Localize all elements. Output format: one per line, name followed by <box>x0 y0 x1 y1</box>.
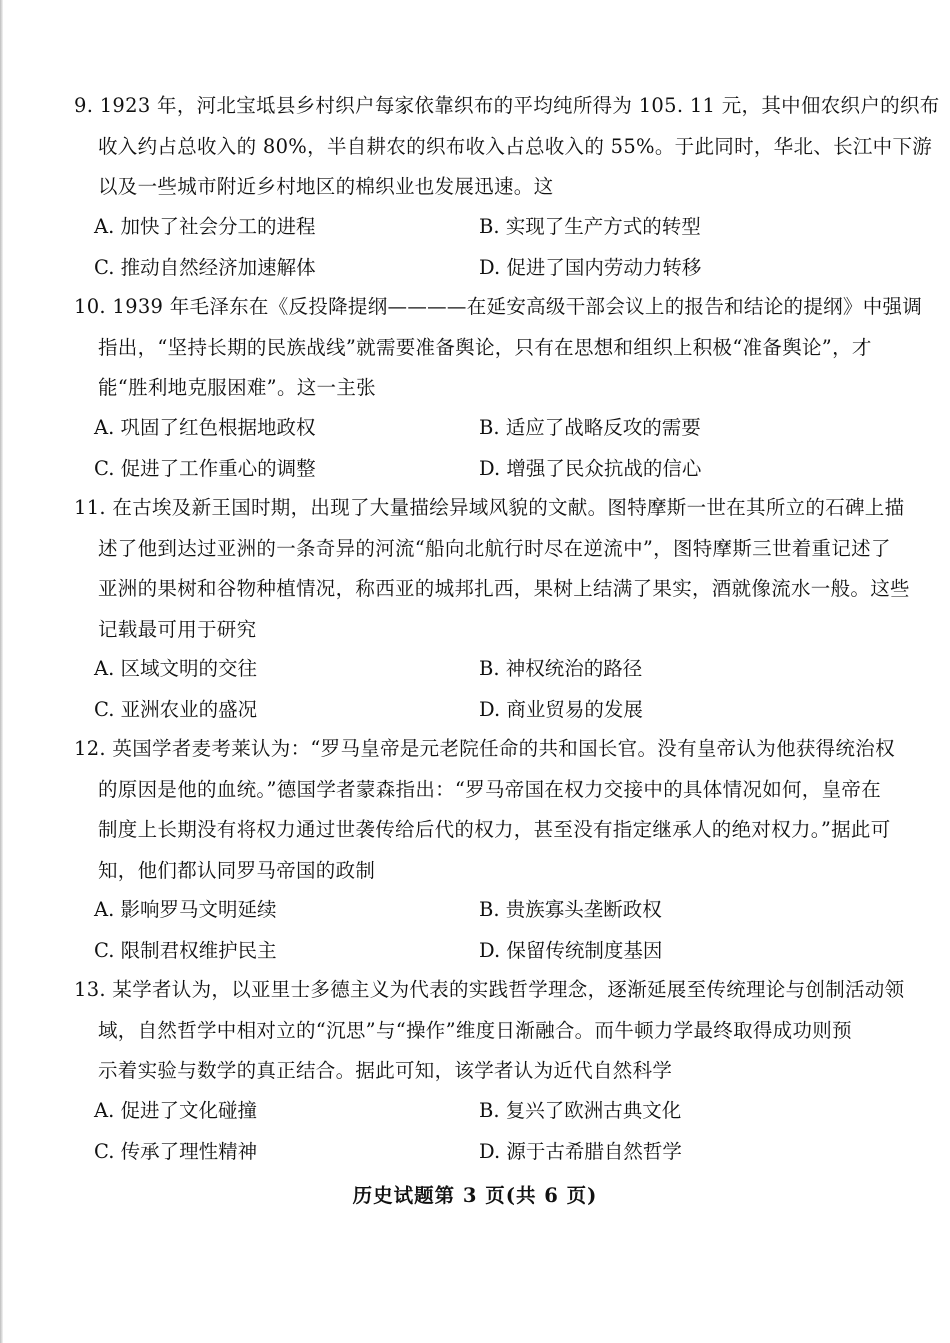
option-c[interactable]: C. 促进了工作重心的调整 <box>94 456 316 480</box>
option-a[interactable]: A. 促进了文化碰撞 <box>94 1099 257 1122</box>
question-line: 的原因是他的血统。”德国学者蒙森指出：“罗马帝国在权力交接中的具体情况如何，皇帝在 <box>98 777 881 801</box>
question-line: 知，他们都认同罗马帝国的政制 <box>98 858 376 882</box>
question-line: 制度上长期没有将权力通过世袭传给后代的权力，甚至没有指定继承人的绝对权力。”据此可 <box>98 818 891 841</box>
question-line: 述了他到达过亚洲的一条奇异的河流“船向北航行时尽在逆流中”，图特摩斯三世着重记述了 <box>98 536 891 560</box>
option-a[interactable]: A. 加快了社会分工的进程 <box>94 215 316 238</box>
option-b[interactable]: B. 复兴了欧洲古典文化 <box>479 1099 682 1122</box>
question-line: 11. 在古埃及新王国时期，出现了大量描绘异域风貌的文献。图特摩斯一世在其所立的石碑上描 <box>74 496 905 519</box>
option-d[interactable]: D. 促进了国内劳动力转移 <box>479 255 702 279</box>
question-line: 记载最可用于研究 <box>98 617 257 641</box>
option-c[interactable]: C. 亚洲农业的盛况 <box>94 697 258 721</box>
question-line: 收入约占总收入的 80%，半自耕农的织布收入占总收入的 55%。于此同时，华北、长江中下游 <box>98 134 933 158</box>
question-10-stem <box>74 287 923 409</box>
question-12-stem <box>74 729 895 891</box>
option-d[interactable]: D. 源于古希腊自然哲学 <box>479 1139 682 1163</box>
option-a[interactable]: A. 巩固了红色根据地政权 <box>94 416 316 439</box>
option-d[interactable]: D. 保留传统制度基因 <box>479 938 663 962</box>
question-13-options <box>94 1091 874 1172</box>
option-b[interactable]: B. 神权统治的路径 <box>479 657 643 680</box>
question-line: 指出，“坚持长期的民族战线”就需要准备舆论，只有在思想和组织上积极“准备舆论”，才 <box>98 335 872 359</box>
page-footer: 历史试题第 3 页(共 6 页) <box>352 1184 598 1207</box>
option-c[interactable]: C. 推动自然经济加速解体 <box>94 255 316 279</box>
option-c[interactable]: C. 传承了理性精神 <box>94 1139 258 1163</box>
option-b[interactable]: B. 贵族寡头垄断政权 <box>479 898 662 921</box>
question-line: 10. 1939 年毛泽东在《反投降提纲————在延安高级干部会议上的报告和结论的提纲》中强调 <box>74 295 923 318</box>
option-b[interactable]: B. 适应了战略反攻的需要 <box>479 416 701 439</box>
question-line: 域，自然哲学中相对立的“沉思”与“操作”维度日渐融合。而牛顿力学最终取得成功则预 <box>98 1018 852 1042</box>
question-line: 12. 英国学者麦考莱认为：“罗马皇帝是元老院任命的共和国长官。没有皇帝认为他获得统治权 <box>74 737 895 760</box>
question-12-options <box>94 890 874 971</box>
question-9-stem <box>74 86 940 208</box>
question-10-options <box>94 408 874 489</box>
question-line: 示着实验与数学的真正结合。据此可知，该学者认为近代自然科学 <box>98 1059 673 1082</box>
option-c[interactable]: C. 限制君权维护民主 <box>94 938 277 962</box>
question-line: 13. 某学者认为，以亚里士多德主义为代表的实践哲学理念，逐渐延展至传统理论与创制活动领 <box>74 978 905 1001</box>
question-13-stem <box>74 970 905 1092</box>
question-11-options <box>94 649 874 730</box>
question-11-stem <box>74 488 910 650</box>
option-d[interactable]: D. 商业贸易的发展 <box>479 697 643 721</box>
question-line: 9. 1923 年，河北宝坻县乡村织户每家依靠织布的平均纯所得为 105. 11 元，其中佃农织户的织布 <box>74 94 940 117</box>
question-line: 亚洲的果树和谷物种植情况，称西亚的城邦扎西，果树上结满了果实，酒就像流水一般。这些 <box>98 577 910 600</box>
option-d[interactable]: D. 增强了民众抗战的信心 <box>479 456 702 480</box>
option-b[interactable]: B. 实现了生产方式的转型 <box>479 215 701 238</box>
question-line: 能“胜利地克服困难”。这一主张 <box>98 376 376 399</box>
option-a[interactable]: A. 区域文明的交往 <box>94 657 257 680</box>
option-a[interactable]: A. 影响罗马文明延续 <box>94 898 277 921</box>
question-line: 以及一些城市附近乡村地区的棉织业也发展迅速。这 <box>98 175 554 198</box>
question-9-options <box>94 207 874 288</box>
